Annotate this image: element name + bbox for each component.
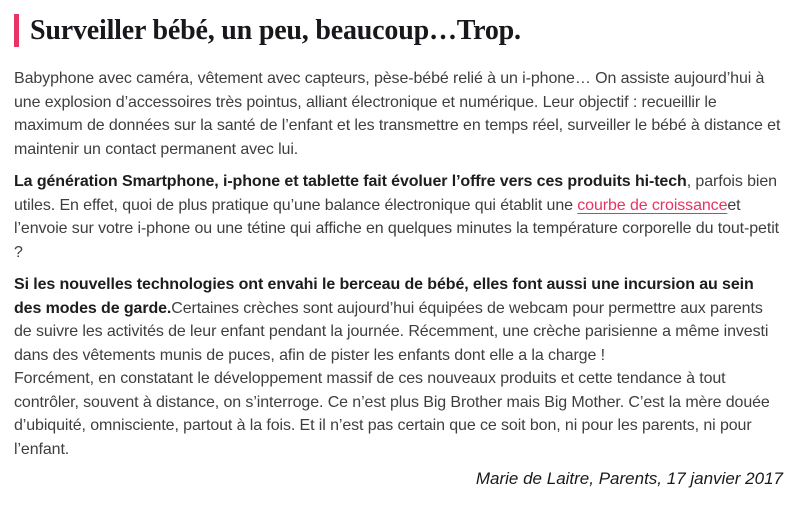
paragraph-garde-bold-lead: Si les nouvelles technologies ont envahi le berceau de bébé, elles font aussi une incursion au sein des modes de garde. [14, 276, 754, 317]
paragraph-intro: Babyphone avec caméra, vêtement avec capteurs, pèse-bébé relié à un i-phone… On assiste aujourd’hui à une explosion d’accessoires très pointus, alliant électronique et numérique. Leur objectif : recueillir le maximum de données sur la santé de l’enfant et les transmettre en temps réel, surveiller le bébé à distance et maintenir un contact permanent avec lui. [14, 70, 781, 158]
paragraph-hitech [14, 170, 783, 264]
paragraph-hitech-bold-lead: La génération Smartphone, i-phone et tablette fait évoluer l’offre vers ces produits hi-tech [14, 173, 687, 190]
page-title: Surveiller bébé, un peu, beaucoup…Trop. [30, 14, 521, 46]
paragraph-garde [14, 273, 783, 367]
paragraph-hitech-text-after-link: et l’envoie sur votre i-phone ou une tétine qui affiche en quelques minutes la température corporelle du tout-petit ? [14, 196, 779, 261]
paragraph-bigmother: Forcément, en constatant le développement massif de ces nouveaux produits et cette tendance à tout contrôler, souvent à distance, on s’interroge. Ce n’est plus Big Brother mais Big Mother. C’est la mère douée d’ubiquité, omnisciente, partout à la fois. Et il n’est pas certain que ce soit bon, ni pour les parents, ni pour l’enfant. [14, 370, 770, 458]
growth-curve-link[interactable]: courbe de croissance [577, 196, 728, 214]
paragraph-hitech-text: , parfois bien utiles. En effet, quoi de plus pratique qu’une balance électronique qui établit une [14, 173, 777, 214]
article-header [14, 14, 783, 47]
paragraph-garde-text: Certaines crèches sont aujourd’hui équipées de webcam pour permettre aux parents de suivre les activités de leur enfant pendant la journée. Récemment, une crèche parisienne a même investi dans des vêtements munis de puces, afin de pister les enfants dont elle a la charge ! [14, 299, 769, 364]
title-accent-bar [14, 14, 19, 47]
attribution-line: Marie de Laitre, Parents, 17 janvier 2017 [475, 469, 783, 488]
